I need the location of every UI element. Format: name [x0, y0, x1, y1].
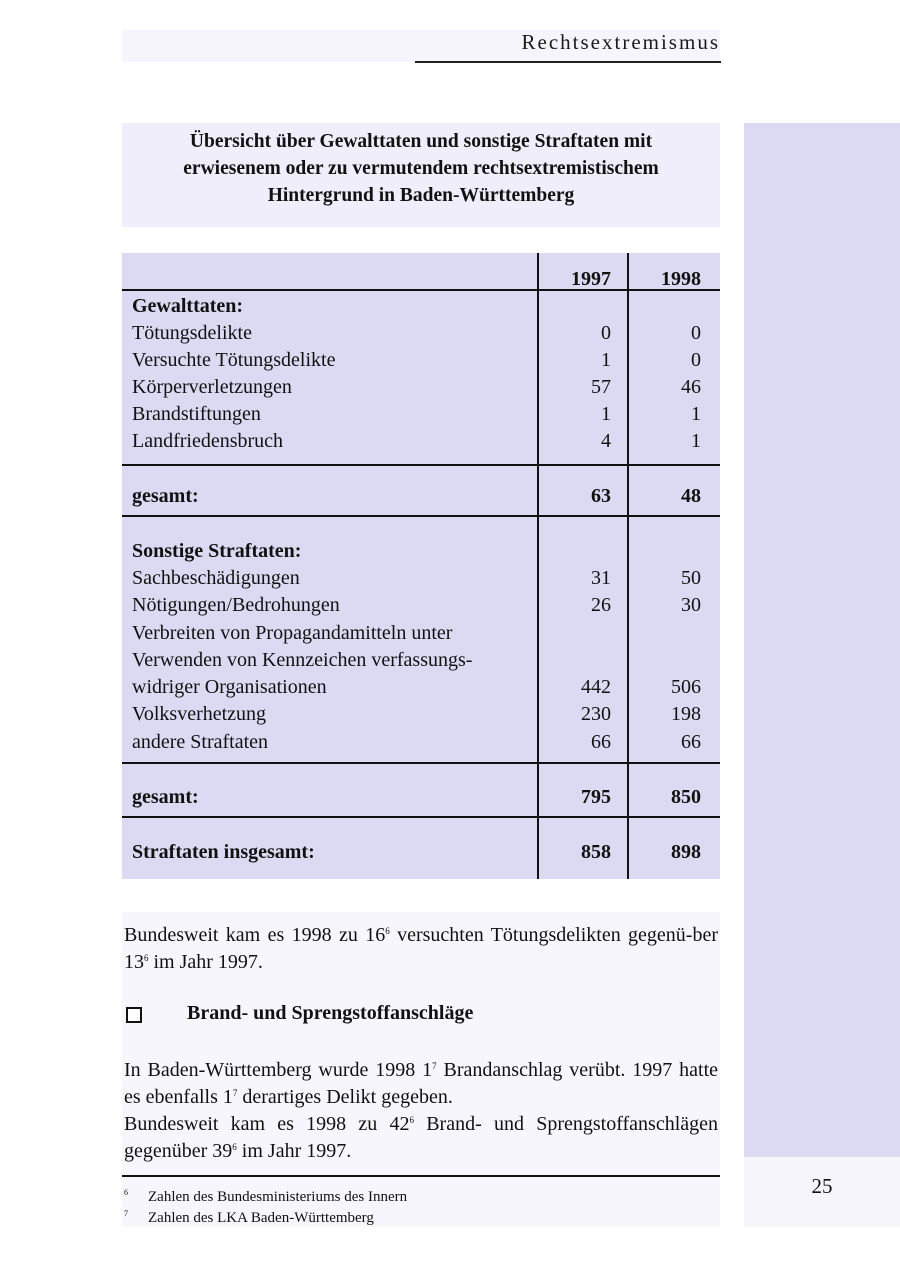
grand-total-1998: 898	[671, 841, 701, 863]
subtotal-1998: 48	[681, 485, 701, 507]
row-value-1998: 1	[691, 430, 701, 452]
grand-total-1997: 858	[581, 841, 611, 863]
row-value-1997: 31	[591, 567, 611, 589]
row-value-1998: 30	[681, 594, 701, 616]
row-value-1998: 1	[691, 403, 701, 425]
row-value-1997: 0	[601, 322, 611, 344]
row-value-1998: 506	[671, 676, 701, 698]
column-header-1998: 1998	[661, 268, 701, 290]
page-number: 25	[811, 1174, 833, 1198]
subtotal-1997: 63	[591, 485, 611, 507]
row-value-1997: 230	[581, 703, 611, 725]
row-label: Körperverletzungen	[132, 376, 292, 398]
side-band	[744, 123, 900, 1157]
row-value-1997: 442	[581, 676, 611, 698]
checkbox-bullet-icon	[126, 1007, 142, 1023]
row-label: Verbreiten von Propagandamitteln unter	[132, 622, 453, 644]
subtotal-1998: 850	[671, 786, 701, 808]
row-label: Nötigungen/Bedrohungen	[132, 594, 340, 616]
row-value-1998: 50	[681, 567, 701, 589]
row-label: widriger Organisationen	[132, 676, 327, 698]
row-label: Tötungsdelikte	[132, 322, 252, 344]
subtotal-1997: 795	[581, 786, 611, 808]
header-rule	[122, 289, 720, 291]
row-value-1998: 0	[691, 322, 701, 344]
subtotal-label: gesamt:	[132, 485, 199, 507]
row-value-1997: 1	[601, 403, 611, 425]
section-rule	[122, 515, 720, 517]
header-rule	[415, 61, 721, 63]
row-value-1998: 0	[691, 349, 701, 371]
row-label: Brandstiftungen	[132, 403, 261, 425]
row-value-1997: 26	[591, 594, 611, 616]
section-title-violence: Gewalttaten:	[132, 295, 244, 317]
section-rule	[122, 816, 720, 818]
running-head: Rechtsextremismus	[521, 30, 720, 54]
row-value-1997: 4	[601, 430, 611, 452]
paragraph-nationwide-homicide: Bundesweit kam es 1998 zu $16^6$ versuchten Tötungsdelikten gegenü-ber $13^6$ im Jahr 1997.	[124, 924, 719, 973]
column-divider	[537, 253, 539, 879]
row-value-1998: 46	[681, 376, 701, 398]
table-title-line: erwiesenem oder zu vermutendem rechtsextremistischem	[183, 158, 659, 179]
section-rule	[122, 762, 720, 764]
section-rule	[122, 464, 720, 466]
row-label: Volksverhetzung	[132, 703, 267, 725]
table-title-line: Hintergrund in Baden-Württemberg	[267, 185, 575, 206]
row-value-1997: 1	[601, 349, 611, 371]
table-title-line: Übersicht über Gewalttaten und sonstige Straftaten mit	[189, 131, 653, 152]
section-heading: Brand- und Sprengstoffanschläge	[187, 1002, 474, 1024]
column-divider	[627, 253, 629, 879]
row-value-1997: 57	[591, 376, 611, 398]
subtotal-label: gesamt:	[132, 786, 199, 808]
paragraph-nationwide-arson: Bundesweit kam es 1998 zu $42^6$ Brand- und Sprengstoffanschlägen gegenüber $39^6$ im Jahr 1997.	[124, 1113, 718, 1162]
grand-total-label: Straftaten insgesamt:	[132, 841, 315, 863]
section-title-other: Sonstige Straftaten:	[132, 540, 302, 562]
footnote-rule	[122, 1175, 720, 1177]
column-header-1997: 1997	[571, 268, 611, 290]
row-value-1998: 66	[681, 731, 701, 753]
statistics-table	[122, 253, 720, 879]
row-label: Versuchte Tötungsdelikte	[132, 349, 336, 371]
row-label: Sachbeschädigungen	[132, 567, 300, 589]
table-title	[122, 123, 720, 227]
row-label: Landfriedensbruch	[132, 430, 284, 452]
paragraph-bw-arson: In Baden-Württemberg wurde 1998 $1^7$ Brandanschlag verübt. 1997 hatte es ebenfalls $1^7$ derartiges Delikt gegeben.	[124, 1059, 718, 1108]
row-value-1997: 66	[591, 731, 611, 753]
footnote: 6 Zahlen des Bundesministeriums des Innern	[124, 1188, 408, 1205]
footnote: 7 Zahlen des LKA Baden-Württemberg	[124, 1209, 374, 1226]
row-value-1998: 198	[671, 703, 701, 725]
row-label: Verwenden von Kennzeichen verfassungs-	[132, 649, 473, 671]
row-label: andere Straftaten	[132, 731, 269, 753]
